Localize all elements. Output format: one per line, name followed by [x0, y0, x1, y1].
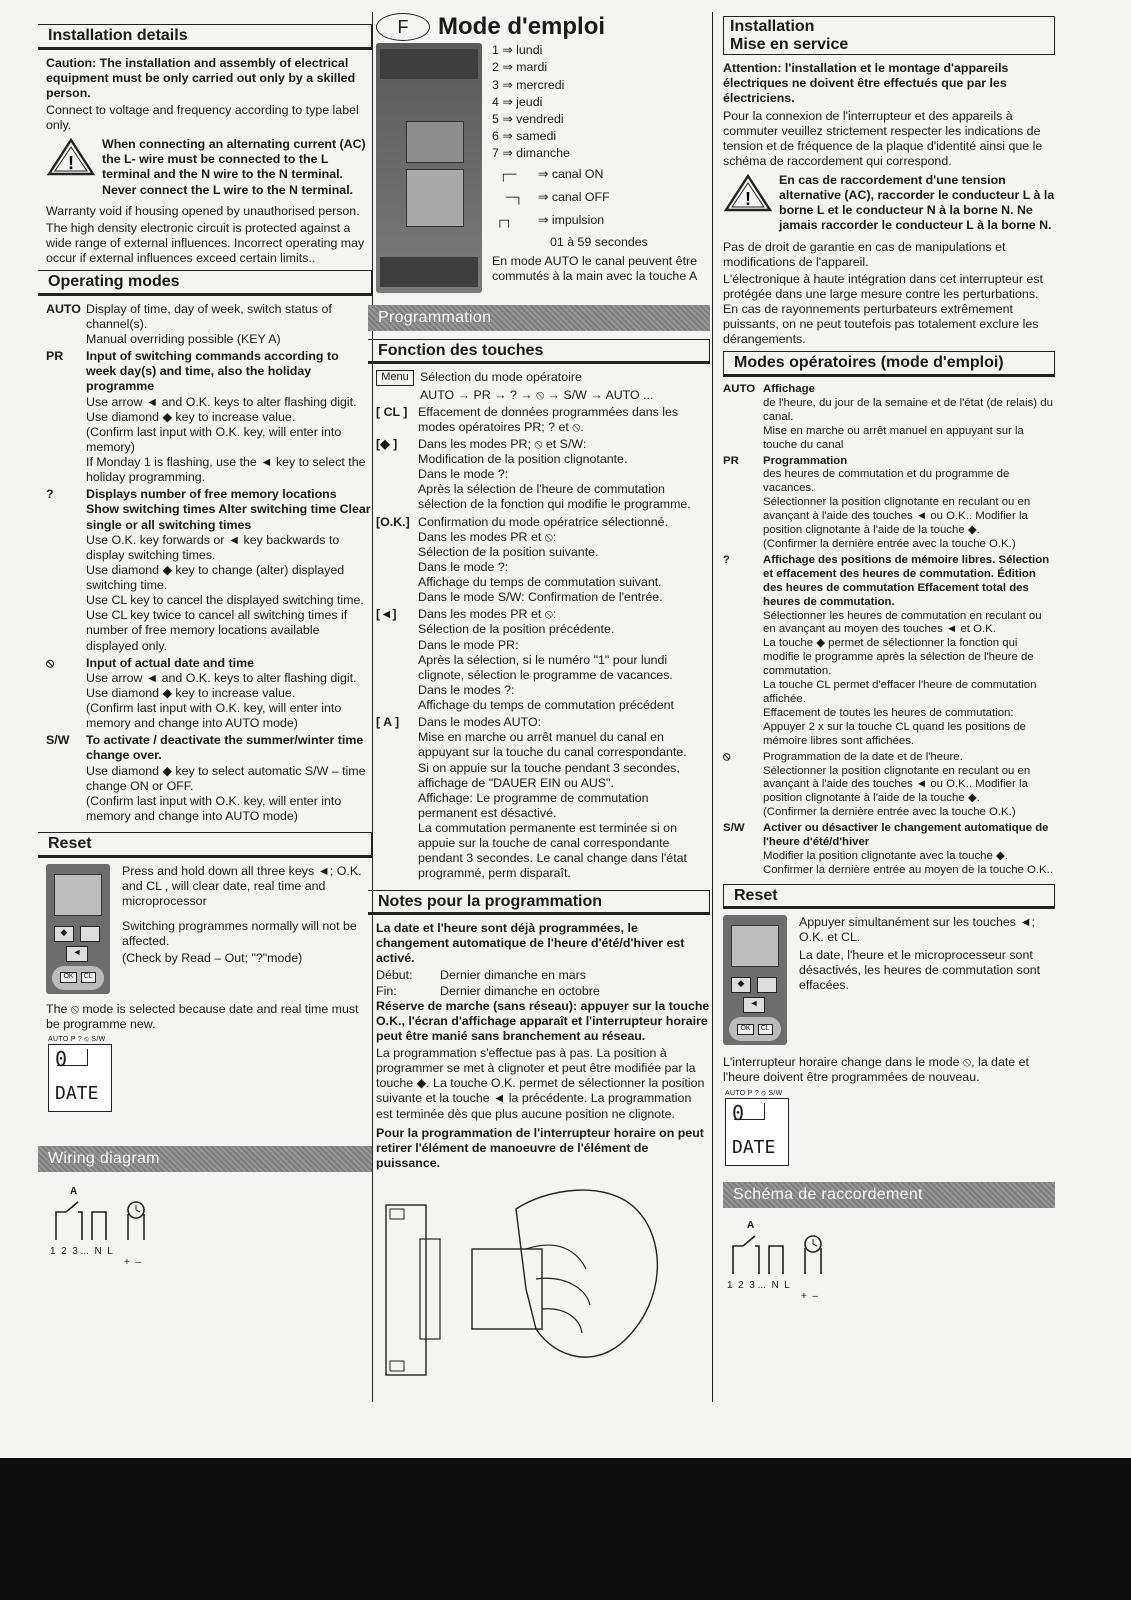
- mode-item: [46, 656, 372, 732]
- connect-text: Connect to voltage and frequency according to type label only.: [46, 102, 359, 133]
- device-overview: [376, 43, 710, 293]
- key-function-line: Affichage: Le programme de commutation permanent est désactivé.: [418, 790, 649, 820]
- device-lcd: [731, 925, 779, 967]
- impulsion-text: ⇒ impulsion: [538, 213, 605, 228]
- mode-change-text: L'interrupteur horaire change dans le mode ⦸, la date et l'heure doivent être programmées de nouveau.: [723, 1055, 1029, 1085]
- canal-off-icon: ─┐: [492, 190, 524, 205]
- mode-title: Input of switching commands according to week day(s) and time, also the holiday programme: [86, 349, 339, 394]
- mode-selected-text: The ⦸ mode is selected because date and real time must be programme new.: [46, 1001, 359, 1031]
- mode-line: Use CL key twice to cancel all switching times if number of free memory locations available displayed only.: [86, 608, 348, 653]
- key-function-line: La commutation permanente est terminée si on appuie sur la touche de canal correspondante pendant 3 secondes. Le canal change dans l'état programmé, perm disparaît.: [418, 821, 687, 881]
- page-title: Mode d'emploi: [438, 13, 606, 40]
- key-function-item: [376, 515, 710, 606]
- reset-text-2: La date, l'heure et le microprocesseur sont désactivés, les heures de commutation sont effacées.: [799, 947, 1041, 992]
- debut-value: Dernier dimanche en mars: [440, 968, 586, 983]
- warning-block: [46, 137, 372, 200]
- day-item: 6 ⇒ samedi: [492, 128, 557, 143]
- ok-key[interactable]: OK: [60, 972, 76, 983]
- modes-heading: Modes opératoires (mode d'emploi): [723, 351, 1055, 377]
- arrow-left-key[interactable]: ◄: [743, 997, 765, 1013]
- french-installation-column: [723, 12, 1055, 1306]
- density-text: The high density electronic circuit is protected against a wide range of external influences. Incorrect operating may occur if external influences exceed certain limits..: [46, 220, 365, 266]
- fin-value: Dernier dimanche en octobre: [440, 983, 600, 998]
- french-column: [376, 12, 710, 1383]
- mode-item: [723, 751, 1055, 821]
- day-item: 1 ⇒ lundi: [492, 43, 543, 58]
- mode-title: Displays number of free memory locations Show switching times Alter switching time Clear single or all switching times: [86, 487, 371, 532]
- reset-text: Appuyer simultanément sur les touches ◄; O.K. et CL.: [799, 915, 1036, 945]
- mode-key: PR: [723, 454, 739, 467]
- mode-key: ?: [723, 553, 730, 566]
- key-function-line: Effacement de données programmées dans les modes opératoires PR; ? et ⦸.: [418, 404, 679, 434]
- module-removal-illustration: [376, 1179, 676, 1379]
- arrow-left-key[interactable]: ◄: [66, 946, 88, 962]
- column-divider: [712, 12, 713, 1402]
- channel-key[interactable]: [757, 977, 777, 993]
- key-function-line: Dans les modes PR et ⦸:: [418, 529, 557, 544]
- key-function-line: Après la sélection de l'heure de commutation sélection de la fonction qui modifie le programme.: [418, 482, 691, 512]
- mode-line: Use diamond ◆ key to select automatic S/W – time change ON or OFF.: [86, 763, 366, 793]
- title-row: [376, 12, 710, 41]
- mode-line: Manual overriding possible (KEY A): [86, 332, 281, 347]
- key-label: [◆ ]: [376, 436, 398, 451]
- reset-heading: Reset: [723, 884, 1055, 910]
- mode-line: La touche CL permet d'effacer l'heure de commutation affichée.: [763, 679, 1037, 705]
- menu-select-text: Sélection du mode opératoire: [420, 370, 582, 385]
- key-function-line: Dans le mode PR:: [418, 637, 519, 652]
- fin-label: Fin:: [376, 983, 397, 998]
- mode-line: Modifier la position clignotante avec la touche ◆.: [763, 849, 1008, 862]
- mode-line: Use O.K. key forwards or ◄ key backwards to display switching times.: [86, 532, 340, 562]
- mode-key: AUTO: [723, 383, 756, 396]
- warranty-text: Warranty void if housing opened by unauthorised person.: [46, 203, 360, 218]
- key-label: [◄]: [376, 607, 397, 622]
- diamond-key[interactable]: ◆: [731, 977, 751, 993]
- mode-line: (Confirmer la dernière entrée avec la touche O.K.): [763, 806, 1016, 819]
- mode-line: des heures de commutation et du programme de vacances.: [763, 468, 1010, 495]
- notes-heading: Notes pour la programmation: [368, 890, 710, 916]
- key-function-item: [376, 437, 710, 513]
- cl-key[interactable]: CL: [758, 1024, 773, 1035]
- modes-list: [723, 383, 1055, 878]
- day-list: [492, 43, 710, 161]
- impulse-icon: ┌┐: [492, 213, 513, 228]
- wire-terminals: 1 2 3 ... N L: [727, 1279, 790, 1291]
- mode-line: Display of time, day of week, switch status of channel(s).: [86, 301, 332, 331]
- mode-key: ⦸: [723, 750, 731, 763]
- key-function-line: Confirmation du mode opératrice sélectionné.: [418, 514, 669, 529]
- key-function-line: Modification de la position clignotante.: [418, 452, 628, 466]
- mode-key: S/W: [46, 733, 70, 748]
- lcd-digit: 0: [732, 1101, 745, 1126]
- mode-line: (Confirm last input with O.K. key, will enter into memory and change into AUTO mode): [86, 701, 342, 731]
- key-function-line: Après la sélection, si le numéro "1" pour lundi clignote, sélection le programme de vacances.: [418, 652, 673, 682]
- device-front-image: [723, 915, 787, 1045]
- retirer-text: Pour la programmation de l'interrupteur horaire on peut retirer l'élément de manoeuvre de l'élément de puissance.: [376, 1125, 704, 1170]
- mode-line: Sélectionner la position clignotante en reculant ou en avançant à l'aide des touches ◄ ou O.K.. Modifier la position clignotante à l'aide de la touche ◆.: [763, 496, 1031, 537]
- key-function-line: Mise en marche ou arrêt manuel du canal en appuyant sur la touche du canal correspondante.: [418, 730, 687, 760]
- mode-title: Input of actual date and time: [86, 655, 254, 670]
- connexion-text: Pour la connexion de l'interrupteur et des appareils à commuter veuillez strictement respecter les indications de tension et de fréquence de la plaque d'identité ainsi que le schéma de raccordement qui correspond.: [723, 108, 1043, 168]
- garantie-text: Pas de droit de garantie en cas de manipulations et modifications de l'appareil.: [723, 239, 1006, 269]
- key-label: [ A ]: [376, 715, 400, 730]
- mode-line: Sélectionner les heures de commutation en reculant ou en avançant au moyen des touches ◄ et O.K.: [763, 609, 1042, 636]
- key-function-line: Dans le mode S/W: Confirmation de l'entrée.: [418, 590, 663, 605]
- key-function-line: Dans les modes PR et ⦸:: [418, 607, 557, 622]
- programmation-heading: Programmation: [368, 305, 710, 331]
- lcd-header: AUTO P ? ⦸ S/W: [725, 1089, 783, 1097]
- wire-terminals: 1 2 3 ... N L: [50, 1245, 113, 1257]
- key-label: [O.K.]: [376, 514, 410, 529]
- device-lcd: [54, 874, 102, 916]
- key-function-line: Sélection de la position précédente.: [418, 622, 615, 637]
- device-keypad: [406, 169, 464, 227]
- mode-line: (Confirm last input with O.K. key, will enter into memory and change into AUTO mode): [86, 793, 342, 823]
- notes-intro: La date et l'heure sont déjà programmées, le changement automatique de l'heure d'été/d'hiver est activé.: [376, 921, 685, 966]
- device-photo: [376, 43, 482, 293]
- mode-item: [723, 455, 1055, 552]
- wire-label-a: A: [70, 1185, 78, 1197]
- mode-item: [723, 554, 1055, 749]
- mode-line: Mise en marche ou arrêt manuel en appuyant sur la touche du canal: [763, 424, 1024, 451]
- key-function-item: [376, 715, 710, 881]
- mode-title: To activate / deactivate the summer/winter time change over.: [86, 733, 364, 763]
- warning-text: When connecting an alternating current (AC) the L- wire must be connected to the L terminal and the N wire to the N terminal. Never connect the L wire to the N terminal.: [102, 137, 366, 197]
- lcd-text: DATE: [55, 1083, 99, 1105]
- mode-line: Use diamond ◆ key to increase value.: [86, 685, 296, 700]
- key-function-item: [376, 405, 710, 435]
- pas-text: La programmation s'effectue pas à pas. La position à programmer se met à clignoter et peut être modifiée par la touche ◆. La touche O.K. permet de sélectionner la position suivante et la touche ◄ la précédente. La programmation est terminée dès que plus aucune position ne clignote.: [376, 1046, 705, 1121]
- ok-key[interactable]: OK: [737, 1024, 753, 1035]
- reset-block: [46, 864, 372, 994]
- mode-line: Use diamond ◆ key to increase value.: [86, 409, 296, 424]
- seconds-text: 01 à 59 secondes: [550, 234, 648, 249]
- mode-line: Use diamond ◆ key to change (alter) displayed switching time.: [86, 562, 345, 593]
- fonction-heading: Fonction des touches: [368, 339, 710, 365]
- warning-block: [723, 173, 1055, 236]
- language-badge: F: [376, 13, 430, 41]
- reset-heading: Reset: [38, 832, 372, 858]
- svg-text:!: !: [68, 153, 74, 174]
- mode-item: [723, 383, 1055, 453]
- debut-label: Début:: [376, 968, 413, 983]
- column-divider: [372, 12, 373, 1402]
- lcd-header: AUTO P ? ⦸ S/W: [48, 1035, 106, 1043]
- mode-item: [46, 349, 372, 485]
- device-lcd: [406, 121, 464, 163]
- mode-line: (Confirmer la dernière entrée avec la touche O.K.): [763, 538, 1016, 550]
- operating-modes-heading: Operating modes: [38, 270, 372, 296]
- key-function-line: Dans le modes ?:: [418, 682, 515, 697]
- key-function-line: Dans le mode ?:: [418, 559, 509, 574]
- canal-on-text: ⇒ canal ON: [538, 167, 604, 182]
- key-functions-list: [376, 405, 710, 882]
- mode-line: Effacement de toutes les heures de commutation: Appuyer 2 x sur la touche CL quand les positions de mémoire libres sont affichées.: [763, 706, 1026, 747]
- reserve-text: Réserve de marche (sans réseau): appuyer sur la touche O.K., l'écran d'affichage apparaît et l'interrupteur horaire peut être manié sans branchement au réseau.: [376, 998, 710, 1043]
- mode-line: Programmation de la date et de l'heure.: [763, 750, 963, 763]
- day-item: 2 ⇒ mardi: [492, 60, 548, 75]
- mode-item: [46, 733, 372, 824]
- auto-note: En mode AUTO le canal peuvent être commutés à la main avec la touche A: [492, 253, 698, 283]
- diamond-key[interactable]: ◆: [54, 926, 74, 942]
- warning-text: En cas de raccordement d'une tension alternative (AC), raccorder le conducteur L à la borne L et le conducteur N à la borne N. Ne jamais raccorder le conducteur L à la borne N.: [779, 173, 1055, 233]
- mode-key: PR: [46, 349, 64, 364]
- mode-line: Use CL key to cancel the displayed switching time.: [86, 593, 364, 608]
- mise-en-service-title: Mise en service: [730, 35, 849, 53]
- warning-icon: [723, 173, 773, 213]
- channel-key[interactable]: [80, 926, 100, 942]
- day-item: 4 ⇒ jeudi: [492, 94, 543, 109]
- mode-line: Confirmer la dernière entrée au moyen de la touche O.K..: [763, 863, 1053, 876]
- device-front-image: [46, 864, 110, 994]
- wire-polarity: + –: [124, 1256, 141, 1268]
- reset-text-2: Switching programmes normally will not be affected.: [122, 919, 357, 949]
- caution-text: Caution: The installation and assembly of electrical equipment must be only carried out only by a skilled person.: [46, 55, 356, 100]
- schema-heading: Schéma de raccordement: [723, 1182, 1055, 1208]
- key-function-line: Dans le modes AUTO:: [418, 715, 542, 730]
- lcd-display: [48, 1036, 372, 1113]
- installation-heading: [723, 16, 1055, 55]
- key-function-line: Si on appuie sur la touche pendant 3 secondes, affichage de "DAUER EIN ou AUS".: [418, 760, 680, 790]
- lcd-display: [725, 1090, 1055, 1167]
- key-function-item: [376, 607, 710, 713]
- wire-label-a: A: [747, 1219, 755, 1231]
- attention-text: Attention: l'installation et le montage d'appareils électriques ne doivent être effectués que par les électriciens.: [723, 61, 1009, 106]
- mode-key: AUTO: [46, 301, 81, 316]
- electronique-text: L'électronique à haute intégration dans cet interrupteur est protégée dans une large mesure contre les perturbations. En cas de rayonnements perturbateurs extrêmement puissants, on ne peut toutefois pas totalement exclure les dérangements.: [723, 271, 1043, 347]
- reset-text: Press and hold down all three keys ◄; O.K. and CL , will clear date, real time and microprocessor: [122, 863, 362, 908]
- key-label: [ CL ]: [376, 404, 408, 419]
- cl-key[interactable]: CL: [81, 972, 96, 983]
- reset-block: [723, 915, 1055, 1045]
- menu-key-row: [376, 370, 710, 404]
- lcd-digit: 0: [55, 1047, 68, 1072]
- key-function-line: Affichage du temps de commutation suivant.: [418, 575, 662, 589]
- canal-off-text: ⇒ canal OFF: [538, 190, 610, 205]
- mode-line: Use arrow ◄ and O.K. keys to alter flashing digit.: [86, 670, 357, 685]
- mode-line: Sélectionner la position clignotante en reculant ou en avançant à l'aide des touches ◄ ou O.K.. Modifier la position clignotante à l'aide de la touche ◆.: [763, 764, 1031, 805]
- mode-line: La touche ◆ permet de sélectionner la fonction qui modifie le programme après la sélection de l'heure de commutation.: [763, 637, 1034, 678]
- operating-modes-list: [46, 302, 372, 824]
- mode-title: Activer ou désactiver le changement automatique de l'heure d'été/d'hiver: [763, 822, 1049, 849]
- wiring-diagram: [46, 1180, 372, 1270]
- mode-key: ?: [46, 487, 54, 502]
- installation-title: Installation: [730, 18, 815, 35]
- mode-item: [46, 487, 372, 653]
- wire-polarity: + –: [801, 1290, 818, 1302]
- lcd-text: DATE: [732, 1137, 776, 1159]
- day-item: 3 ⇒ mercredi: [492, 77, 565, 92]
- mode-line: Use arrow ◄ and O.K. keys to alter flashing digit.: [86, 394, 357, 409]
- mode-title: Affichage: [763, 383, 815, 396]
- key-function-line: Dans le mode ?:: [418, 467, 509, 482]
- english-column: [46, 12, 372, 1270]
- menu-sequence: AUTO → PR → ? → ⦸ → S/W → AUTO ...: [420, 387, 654, 402]
- mode-item: [46, 302, 372, 347]
- mode-line: de l'heure, du jour de la semaine et de l'état (de relais) du canal.: [763, 396, 1053, 423]
- svg-text:!: !: [745, 189, 751, 210]
- wiring-schematic: [52, 1200, 162, 1244]
- warning-icon: [46, 137, 96, 177]
- key-function-line: Sélection de la position suivante.: [418, 544, 599, 559]
- reset-text-3: (Check by Read – Out; "?"mode): [122, 951, 303, 966]
- mode-title: Affichage des positions de mémoire libres. Sélection et effacement des heures de commutation. Édition des heures de commutation Effacement total des heures de commutation.: [763, 553, 1050, 608]
- scan-dark-border: [0, 1458, 1131, 1600]
- mode-key: ⦸: [46, 655, 55, 670]
- canal-on-icon: ┌─: [492, 167, 517, 182]
- installation-heading: Installation details: [38, 24, 372, 50]
- day-item: 5 ⇒ vendredi: [492, 111, 564, 126]
- key-function-line: Dans les modes PR; ⦸ et S/W:: [418, 436, 587, 451]
- mode-line: (Confirm last input with O.K. key, will enter into memory): [86, 424, 342, 454]
- mode-key: S/W: [723, 822, 745, 835]
- wiring-schematic: [729, 1234, 839, 1278]
- mode-line: If Monday 1 is flashing, use the ◄ key to select the holiday programming.: [86, 455, 366, 485]
- wiring-diagram: [723, 1216, 1055, 1306]
- key-function-line: Affichage du temps de commutation précédent: [418, 698, 674, 712]
- mode-item: [723, 822, 1055, 878]
- day-item: 7 ⇒ dimanche: [492, 146, 570, 161]
- mode-title: Programmation: [763, 454, 848, 467]
- menu-key[interactable]: Menu: [376, 370, 414, 386]
- wiring-diagram-heading: Wiring diagram: [38, 1146, 372, 1172]
